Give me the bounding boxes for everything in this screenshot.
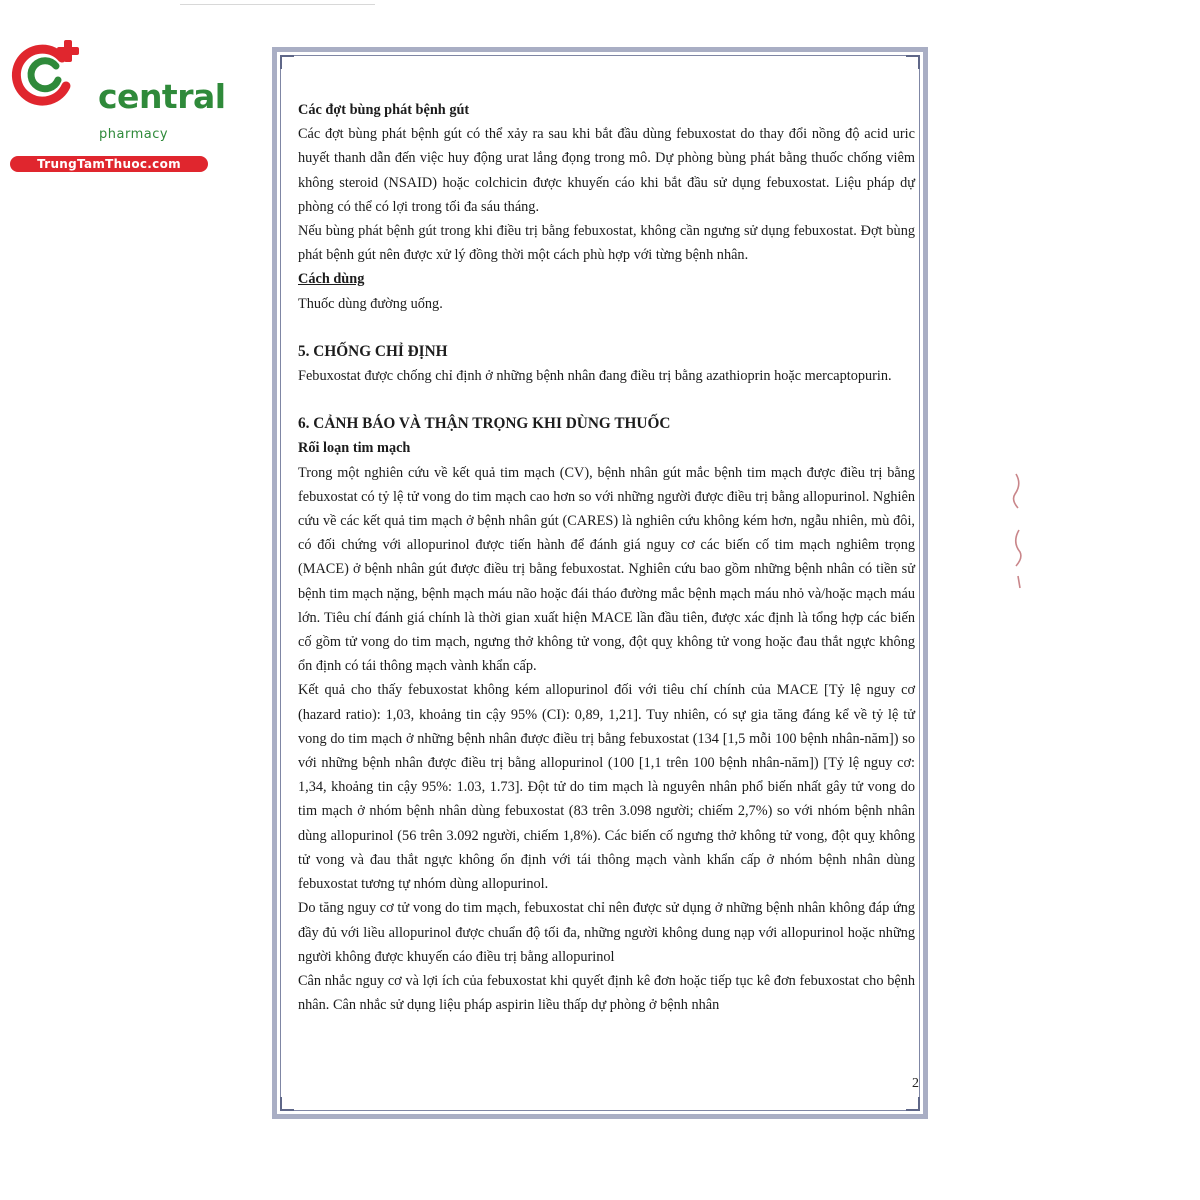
section-heading-gout-flares: Các đợt bùng phát bệnh gút — [298, 102, 470, 118]
frame-corner-ornament — [280, 55, 294, 69]
logo-subtitle: pharmacy — [99, 127, 169, 142]
paragraph: Trong một nghiên cứu về kết quả tim mạch (CV), bệnh nhân gút mắc bệnh tim mạch được điều trị bằng febuxostat có tỷ lệ tử vong do tim mạch cao hơn so với những người được điều trị bằng allopurinol. Nghiên cứu về các kết quả tim mạch ở bệnh nhân gút (CARES) là nghiên cứu không kém hơn, ngẫu nhiên, mù đôi, có đối chứng với allopurinol được tiến hành để đánh giá nguy cơ các biến cố tim mạch nghiêm trọng (MACE) ở bệnh nhân gút được điều trị bằng febuxostat. Nghiên cứu bao gồm những bệnh nhân có tiền sử bệnh tim mạch nặng, bệnh mạch máu não hoặc đái tháo đường mắc bệnh mạch máu nhỏ và/hoặc mạch máu lớn. Tiêu chí đánh giá chính là thời gian xuất hiện MACE lần đầu tiên, được xác định là tổng hợp các biến cố gồm tử vong do tim mạch, ngưng thở không tử vong, đột quỵ không tử vong hoặc đau thắt ngực không ổn định có tái thông mạch vành khẩn cấp. — [298, 464, 915, 675]
frame-corner-ornament — [906, 55, 920, 69]
top-divider — [180, 4, 375, 5]
paragraph: Các đợt bùng phát bệnh gút có thể xảy ra sau khi bắt đầu dùng febuxostat do thay đổi nồng độ acid uric huyết thanh dẫn đến việc huy động urat lắng đọng trong mô. Dự phòng bùng phát bằng thuốc chống viêm không steroid (NSAID) hoặc colchicin được khuyến cáo khi bắt đầu sử dụng febuxostat. Liệu pháp dự phòng có thể có lợi trong tối đa sáu tháng. — [298, 126, 915, 215]
subsection-heading-cardiovascular: Rối loạn tim mạch — [298, 440, 411, 457]
central-pharmacy-logo[interactable] — [10, 38, 226, 171]
paragraph: Kết quả cho thấy febuxostat không kém allopurinol đối với tiêu chí chính của MACE [Tỷ lệ nguy cơ (hazard ratio): 1,03, khoảng tin cậy 95% (CI): 0,89, 1,21]. Tuy nhiên, có sự gia tăng đáng kể về tỷ lệ tử vong do tim mạch ở những bệnh nhân được điều trị bằng febuxostat (134 [1,5 mỗi 100 bệnh nhân-năm]) so với những bệnh nhân được điều trị bằng allopurinol (100 [1,1 trên 100 bệnh nhân-năm]) [Tỷ lệ nguy cơ: 1,34, khoảng tin cậy 95%: 1.03, 1.73]. Đột tử do tim mạch là nguyên nhân phổ biến nhất gây tử vong do tim mạch ở nhóm bệnh nhân dùng febuxostat (83 trên 3.098 người; chiếm 2,7%) so với nhóm bệnh nhân dùng allopurinol (56 trên 3.092 người, chiếm 1,8%). Các biến cố ngưng thở không tử vong, đột quỵ không tử vong và đau thắt ngực không ổn định với tái thông mạch vành khẩn cấp ở nhóm bệnh nhân dùng febuxostat tương tự nhóm dùng allopurinol. — [298, 682, 915, 893]
paragraph: Thuốc dùng đường uống. — [298, 295, 443, 312]
pharmacy-cross-icon — [10, 38, 92, 110]
section-heading-warnings: 6. CẢNH BÁO VÀ THẬN TRỌNG KHI DÙNG THUỐC — [298, 415, 671, 433]
paragraph: Febuxostat được chống chỉ định ở những bệnh nhân đang điều trị bằng azathioprin hoặc mercaptopurin. — [298, 368, 892, 385]
paragraph: Nếu bùng phát bệnh gút trong khi điều trị bằng febuxostat, không cần ngưng sử dụng febuxostat. Đợt bùng phát bệnh gút nên được xử lý đồng thời một cách phù hợp với từng bệnh nhân. — [298, 223, 915, 264]
decorative-stamp-edge-icon — [1010, 470, 1026, 595]
frame-corner-ornament — [906, 1097, 920, 1111]
paragraph: Do tăng nguy cơ tử vong do tim mạch, febuxostat chỉ nên được sử dụng ở những bệnh nhân không đáp ứng đầy đủ với liều allopurinol được chuẩn độ tối đa, những người không dung nạp với allopurinol hoặc những người không được khuyến cáo điều trị bằng allopurinol — [298, 900, 915, 965]
document-body — [298, 98, 915, 1017]
section-heading-administration: Cách dùng — [298, 271, 365, 288]
section-spacer — [298, 316, 915, 340]
logo-website-badge[interactable]: TrungTamThuoc.com — [10, 156, 208, 172]
logo-brand-name: central — [98, 77, 226, 116]
section-heading-contraindications: 5. CHỐNG CHỈ ĐỊNH — [298, 342, 448, 360]
page-number: 2 — [912, 1076, 919, 1091]
section-spacer — [298, 388, 915, 412]
frame-corner-ornament — [280, 1097, 294, 1111]
paragraph: Cân nhắc nguy cơ và lợi ích của febuxostat khi quyết định kê đơn hoặc tiếp tục kê đơn febuxostat cho bệnh nhân. Cân nhắc sử dụng liệu pháp aspirin liều thấp dự phòng ở bệnh nhân — [298, 972, 915, 1014]
